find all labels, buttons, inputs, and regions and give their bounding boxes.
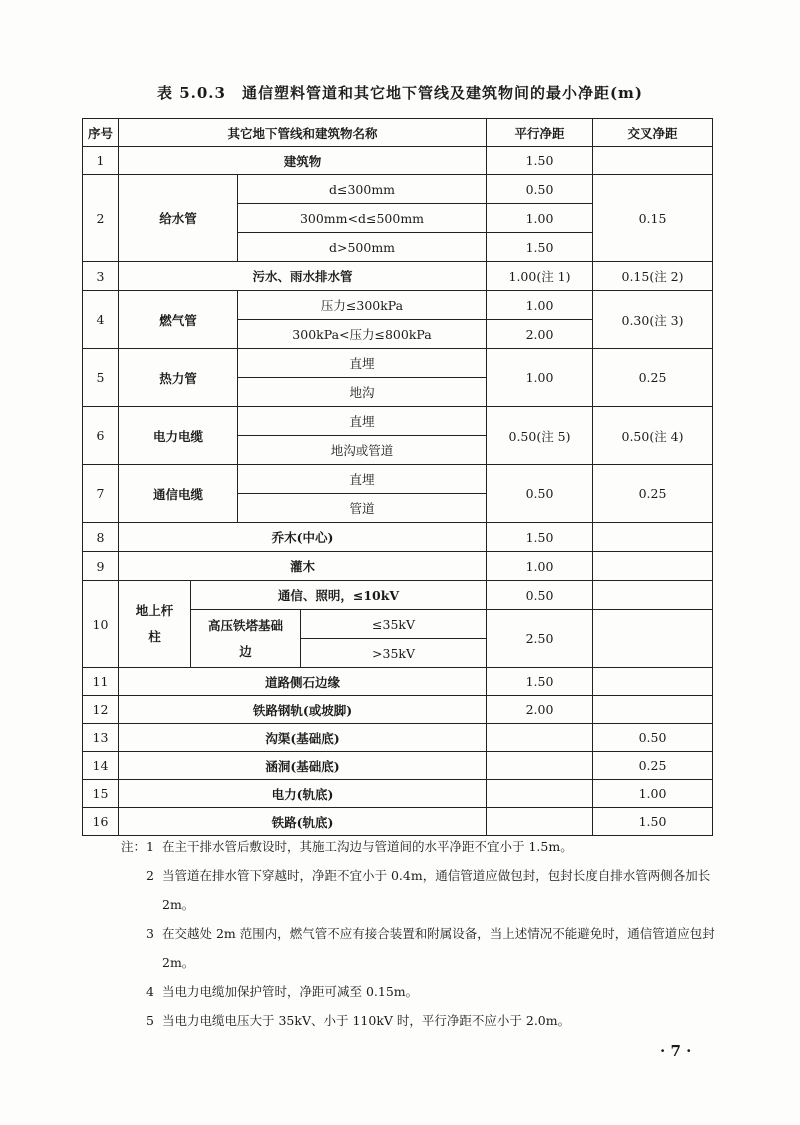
table-row — [83, 724, 713, 752]
note-item — [110, 861, 720, 919]
row-no: 5 — [83, 349, 119, 407]
note-item — [110, 1006, 720, 1035]
header-cross: 交叉净距 — [593, 119, 713, 147]
note-label: 5 — [146, 1013, 154, 1028]
table-row — [83, 696, 713, 724]
table-notes — [110, 832, 720, 1035]
row-no: 15 — [83, 780, 119, 808]
cross-value — [593, 523, 713, 552]
cross-value: 0.25 — [593, 465, 713, 523]
table-row — [83, 262, 713, 291]
table-row — [83, 147, 713, 175]
row-name: 电力(轨底) — [119, 780, 487, 808]
cross-value: 0.50 — [593, 724, 713, 752]
row-no: 12 — [83, 696, 119, 724]
parallel-value: 0.50(注 5) — [487, 407, 593, 465]
page-number: · 7 · — [660, 1042, 692, 1060]
parallel-value: 1.50 — [487, 233, 593, 262]
note-text: 当管道在排水管下穿越时，净距不宜小于 0.4m，通信管道应做包封，包封长度自排水管两侧各加长 2m。 — [162, 868, 711, 912]
sub-item: 300kPa<压力≤800kPa — [238, 320, 487, 349]
table-row — [83, 581, 713, 610]
sub-item: 压力≤300kPa — [238, 291, 487, 320]
sub-item: 直埋 — [238, 349, 487, 378]
row-no: 3 — [83, 262, 119, 291]
row-no: 2 — [83, 175, 119, 262]
table-row — [83, 407, 713, 436]
sub-item: >35kV — [301, 639, 487, 668]
header-name: 其它地下管线和建筑物名称 — [119, 119, 487, 147]
clearance-table — [82, 118, 713, 836]
note-label: 4 — [146, 984, 154, 999]
table-row — [83, 349, 713, 378]
table-row — [83, 291, 713, 320]
parallel-value: 1.00 — [487, 349, 593, 407]
row-name: 道路侧石边缘 — [119, 668, 487, 696]
row-name: 地上杆柱 — [119, 581, 191, 668]
note-text: 当电力电缆电压大于 35kV、小于 110kV 时，平行净距不应小于 2.0m。 — [162, 1013, 571, 1028]
parallel-value: 1.00 — [487, 291, 593, 320]
table-row — [83, 465, 713, 494]
note-text: 在主干排水管后敷设时，其施工沟边与管道间的水平净距不宜小于 1.5m。 — [162, 839, 573, 854]
row-name: 建筑物 — [119, 147, 487, 175]
table-row — [83, 752, 713, 780]
header-row — [83, 119, 713, 147]
note-text: 在交越处 2m 范围内，燃气管不应有接合装置和附属设备，当上述情况不能避免时，通信管道应包封 2m。 — [162, 926, 715, 970]
table-row — [83, 175, 713, 204]
parallel-value: 1.00(注 1) — [487, 262, 593, 291]
parallel-value: 0.50 — [487, 581, 593, 610]
parallel-value: 2.00 — [487, 320, 593, 349]
parallel-value — [487, 752, 593, 780]
sub-item: 高压铁塔基础边 — [191, 610, 301, 668]
note-text: 当电力电缆加保护管时，净距可减至 0.15m。 — [162, 984, 419, 999]
sub-item: ≤35kV — [301, 610, 487, 639]
cross-value: 1.00 — [593, 780, 713, 808]
note-label: 2 — [146, 868, 154, 883]
table-row — [83, 552, 713, 581]
row-no: 7 — [83, 465, 119, 523]
row-name: 电力电缆 — [119, 407, 238, 465]
row-no: 13 — [83, 724, 119, 752]
parallel-value: 0.50 — [487, 175, 593, 204]
header-parallel: 平行净距 — [487, 119, 593, 147]
cross-value: 0.25 — [593, 349, 713, 407]
cross-value: 0.50(注 4) — [593, 407, 713, 465]
table-title: 表 5.0.3 通信塑料管道和其它地下管线及建筑物间的最小净距(m) — [156, 84, 644, 102]
parallel-value — [487, 780, 593, 808]
parallel-value: 1.50 — [487, 523, 593, 552]
sub-item: 300mm<d≤500mm — [238, 204, 487, 233]
sub-item: 地沟 — [238, 378, 487, 407]
parallel-value — [487, 724, 593, 752]
row-no: 6 — [83, 407, 119, 465]
cross-value — [593, 610, 713, 668]
parallel-value: 2.00 — [487, 696, 593, 724]
row-name: 铁路(轨底) — [119, 808, 487, 836]
row-no: 4 — [83, 291, 119, 349]
header-no: 序号 — [83, 119, 119, 147]
sub-item: d≤300mm — [238, 175, 487, 204]
cross-value: 0.30(注 3) — [593, 291, 713, 349]
note-label: 注：1 — [121, 839, 154, 854]
row-no: 10 — [83, 581, 119, 668]
sub-item: 直埋 — [238, 407, 487, 436]
table-row — [83, 523, 713, 552]
parallel-value: 1.00 — [487, 552, 593, 581]
row-name: 污水、雨水排水管 — [119, 262, 487, 291]
cross-value: 0.15 — [593, 175, 713, 262]
cross-value — [593, 696, 713, 724]
row-name: 铁路钢轨(或坡脚) — [119, 696, 487, 724]
row-name: 通信电缆 — [119, 465, 238, 523]
table-row — [83, 780, 713, 808]
parallel-value: 2.50 — [487, 610, 593, 668]
row-no: 9 — [83, 552, 119, 581]
sub-item: 通信、照明，≤10kV — [191, 581, 487, 610]
note-label: 3 — [146, 926, 154, 941]
row-no: 14 — [83, 752, 119, 780]
cross-value — [593, 668, 713, 696]
note-item — [110, 919, 720, 977]
row-name: 燃气管 — [119, 291, 238, 349]
cross-value: 1.50 — [593, 808, 713, 836]
note-item — [110, 977, 720, 1006]
sub-item: d>500mm — [238, 233, 487, 262]
row-name: 涵洞(基础底) — [119, 752, 487, 780]
row-no: 11 — [83, 668, 119, 696]
cross-value — [593, 552, 713, 581]
row-name: 沟渠(基础底) — [119, 724, 487, 752]
parallel-value: 0.50 — [487, 465, 593, 523]
parallel-value: 1.50 — [487, 147, 593, 175]
cross-value: 0.15(注 2) — [593, 262, 713, 291]
row-no: 1 — [83, 147, 119, 175]
row-no: 16 — [83, 808, 119, 836]
row-name: 灌木 — [119, 552, 487, 581]
table-row — [83, 668, 713, 696]
sub-item: 地沟或管道 — [238, 436, 487, 465]
row-name: 给水管 — [119, 175, 238, 262]
row-name: 热力管 — [119, 349, 238, 407]
sub-item: 直埋 — [238, 465, 487, 494]
cross-value: 0.25 — [593, 752, 713, 780]
cross-value — [593, 581, 713, 610]
parallel-value: 1.00 — [487, 204, 593, 233]
note-item — [110, 832, 720, 861]
sub-item: 管道 — [238, 494, 487, 523]
parallel-value: 1.50 — [487, 668, 593, 696]
row-name: 乔木(中心) — [119, 523, 487, 552]
cross-value — [593, 147, 713, 175]
row-no: 8 — [83, 523, 119, 552]
